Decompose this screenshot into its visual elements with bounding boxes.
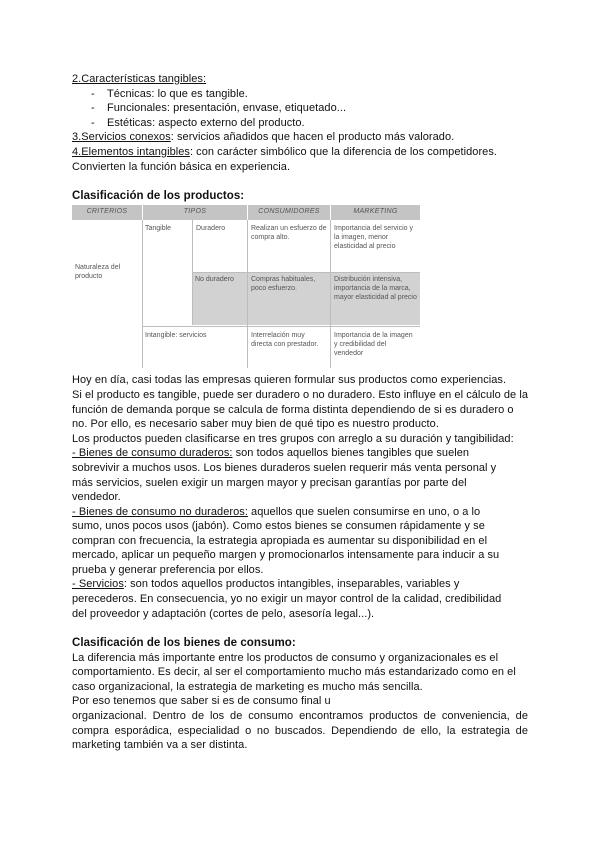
section-3-text: : servicios añadidos que hacen el producto más valorado. xyxy=(170,131,455,143)
consumo-line: marketing también va a ser distinta. xyxy=(72,739,248,751)
table-mkt-duradero: Importancia del servicio y la imagen, menor elasticidad al precio xyxy=(334,225,413,250)
no-duraderos-label: - Bienes de consumo no duraderos: xyxy=(72,506,248,518)
duraderos-label: - Bienes de consumo duraderos: xyxy=(72,447,233,459)
consumo-line: caso organizacional, la estrategia de marketing es mucho más sencilla. xyxy=(72,681,423,693)
table-criterio: Naturaleza del producto xyxy=(75,264,121,280)
section-3-line xyxy=(72,130,454,144)
bullet-funcionales: Funcionales: presentación, envase, etiquetado... xyxy=(107,102,347,114)
bullet-marker: - xyxy=(91,102,95,114)
p1-line: Los productos pueden clasificarse en tres grupos con arreglo a su duración y tangibilidad: xyxy=(72,433,514,445)
p1-line: función de demanda porque se calcula de forma distinta dependiendo de si es duradero o xyxy=(72,404,514,416)
section-2-title: 2.Características tangibles: xyxy=(72,73,207,85)
section-4-title: 4.Elementos intangibles xyxy=(72,146,190,158)
table-header-criterios: CRITERIOS xyxy=(72,205,142,220)
bullet-marker: - xyxy=(91,88,95,100)
table-mkt-intangible: Importancia de la imagen y credibilidad del vendedor xyxy=(334,332,413,357)
classification-table xyxy=(72,205,420,368)
consumo-line: organizacional. Dentro de los de consumo encontramos productos de conveniencia, de xyxy=(72,710,528,722)
table-divider xyxy=(142,220,143,368)
table-mkt-no-duradero: Distribución intensiva, importancia de la marca, mayor elasticidad al precio xyxy=(331,273,420,325)
section-4-text: : con carácter simbólico que la diferencia de los competidores. xyxy=(189,146,497,158)
table-header-marketing: MARKETING xyxy=(331,205,420,220)
table-divider xyxy=(142,326,420,327)
consumo-line: compra esporádica, especialidad o no buscados. Dependiendo de ello, la estrategia de xyxy=(72,725,528,737)
no-duraderos-line: compran con frecuencia, la estrategia apropiada es aumentar su disponibilidad en el xyxy=(72,535,488,547)
table-no-duradero: No duradero xyxy=(192,273,248,325)
no-duraderos-line: mercado, aplicar un pequeño margen y promocionarlos intensamente para inducir a su xyxy=(72,549,500,561)
p1-line: Si el producto es tangible, puede ser duradero o no duradero. Esto influye en el cálculo de la xyxy=(72,389,528,401)
section-4-text2: Convierten la función básica en experiencia. xyxy=(72,161,291,173)
table-duradero: Duradero xyxy=(196,225,226,232)
servicios-line: del proveedor y adaptación (cortes de pelo, asesoría legal...). xyxy=(72,608,375,620)
consumo-line: La diferencia más importante entre los productos de consumo y organizacionales es el xyxy=(72,652,499,664)
consumo-line: comportamiento. Es decir, al ser el comportamiento mucho más estandarizado como en el xyxy=(72,666,516,678)
table-header-consumidores: CONSUMIDORES xyxy=(248,205,330,220)
table-tangible: Tangible xyxy=(145,225,172,232)
no-duraderos-line xyxy=(72,505,480,519)
table-divider xyxy=(247,220,248,368)
table-cons-intangible: Interrelación muy directa con prestador. xyxy=(251,332,319,348)
servicios-line xyxy=(72,577,459,591)
consumo-line: Por eso tenemos que saber si es de consumo final u xyxy=(72,695,331,707)
table-intangible: Intangible: servicios xyxy=(145,332,207,339)
duraderos-line: vendedor. xyxy=(72,491,121,503)
servicios-label: - Servicios xyxy=(72,578,124,590)
servicios-text: : son todos aquellos productos intangibles, inseparables, variables y xyxy=(123,578,460,590)
servicios-line: perecederos. En consecuencia, yo no exigir un mayor control de la calidad, credibilidad xyxy=(72,593,502,605)
bullet-esteticas: Estéticas: aspecto externo del producto. xyxy=(107,117,305,129)
section-3-title: 3.Servicios conexos xyxy=(72,131,171,143)
no-duraderos-line: sumo, unos pocos usos (jabón). Como estos bienes se consumen rápidamente y se xyxy=(72,520,485,532)
section-4-line xyxy=(72,145,497,159)
consumo-heading: Clasificación de los bienes de consumo: xyxy=(72,637,296,649)
duraderos-line xyxy=(72,446,469,460)
table-cons-duradero: Realizan un esfuerzo de compra alto. xyxy=(251,225,327,241)
p1-line: Hoy en día, casi todas las empresas quieren formular sus productos como experiencias. xyxy=(72,374,507,386)
no-duraderos-text: aquellos que suelen consumirse en uno, o a lo xyxy=(247,506,481,518)
p1-line: no. Por ello, es necesario saber muy bien de qué tipo es nuestro producto. xyxy=(72,418,439,430)
table-header-tipos: TIPOS xyxy=(143,205,247,220)
no-duraderos-line: prueba y generar preferencia por ellos. xyxy=(72,564,264,576)
duraderos-text: son todos aquellos bienes tangibles que suelen xyxy=(232,447,470,459)
table-cons-no-duradero: Compras habituales, poco esfuerzo. xyxy=(248,273,330,325)
table-divider xyxy=(192,272,420,273)
bullet-marker: - xyxy=(91,117,95,129)
duraderos-line: más servicios, suelen exigir un margen mayor y precisan garantías por parte del xyxy=(72,477,467,489)
classification-heading: Clasificación de los productos: xyxy=(72,190,245,202)
bullet-tecnicas: Técnicas: lo que es tangible. xyxy=(107,88,248,100)
table-divider xyxy=(330,220,331,368)
duraderos-line: sobrevivir a muchos usos. Los bienes duraderos suelen requerir más venta personal y xyxy=(72,462,497,474)
